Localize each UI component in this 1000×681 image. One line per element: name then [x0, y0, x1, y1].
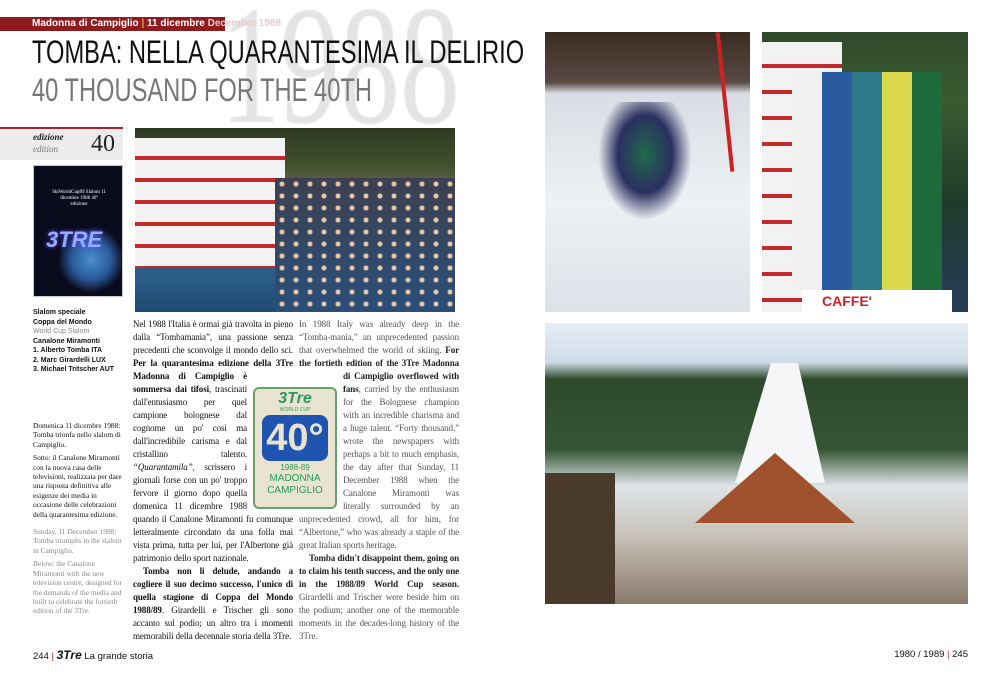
- tomba-slalom-photo: [545, 32, 750, 312]
- brand-logo: 3Tre: [56, 648, 82, 662]
- separator: |: [51, 651, 54, 662]
- page-title: TOMBA: NELLA QUARANTESIMA IL DELIRIO: [32, 34, 525, 70]
- badge-number: 40°: [262, 415, 328, 461]
- crowd: [275, 178, 455, 312]
- caption-it-1: Domenica 11 dicembre 1988: Tomba trionfa nello slalom di Campiglio.: [33, 421, 121, 449]
- canalone-miramonti-photo: [545, 323, 968, 604]
- footer-right: [894, 648, 968, 662]
- date-en: December 1988: [207, 18, 282, 29]
- text-bold: Tomba non li delude, andando a cogliere il suo decimo successo, l'unico di quella stagione di Coppa del Mondo 1988/89: [133, 566, 293, 615]
- footer-left: [33, 648, 153, 664]
- book-title: La grande storia: [84, 651, 154, 662]
- race-title-it: Slalom speciale: [33, 309, 86, 316]
- text-bold: Per la quarantesima edizione della 3Tre Madonna di Campiglio è sommersa dai tifosi: [133, 358, 293, 394]
- text: , carried by the enthusiasm for the Bolognese champion with an incredible charisma and a huge talent. “Forty thousand,” wrote the newspapers with perhaps a bit to much emphasis, the day after that Sunday, 11 December 1988 when the Canalone Miramonti was literally surrounded by an unprecedented crowd, all for him, for “Albertone,” who was already a staple of the great Italian sports heritage.: [299, 384, 459, 550]
- race-results: [33, 308, 133, 375]
- podium-crowd-photo: [135, 128, 455, 312]
- poster-logo: 3TRE: [46, 227, 103, 252]
- tv-centre-building: [695, 453, 855, 523]
- gate-pole: [716, 32, 735, 172]
- edition-label-it: edizione: [33, 132, 64, 142]
- page-number-right: 245: [952, 649, 968, 660]
- sponsor-sign: CAFFE': [802, 290, 952, 312]
- separator: |: [141, 18, 145, 29]
- date-it: 11 dicembre: [147, 18, 205, 29]
- text: , trascinati dall'entusiasmo per quel campione bolognese dal cognome un po' così ma dall'incredibile carisma e dal cristallino talento.: [133, 384, 247, 459]
- page-subtitle: 40 THOUSAND FOR THE 40TH: [32, 72, 372, 108]
- text-bold: For the fortieth edition of the 3Tre Madonna di Campiglio overflowed with fans: [299, 345, 459, 394]
- caption-en: [33, 527, 127, 616]
- podium-athletes: [792, 72, 942, 290]
- badge-years: 1988-89: [280, 463, 310, 472]
- commemorative-badge-image: [253, 387, 337, 509]
- section-bar: [0, 17, 282, 31]
- chapter-title: 1980 / 1989: [894, 649, 945, 660]
- podium-3: 3. Michael Tritscher AUT: [33, 366, 115, 373]
- podium-photo: [762, 32, 968, 312]
- poster-text: SkiWorldCup89 Slalom 11 dicembre 1988 40ª edizione: [52, 190, 106, 207]
- edition-number: 40: [91, 131, 115, 157]
- race-title-en: World Cup Slalom: [33, 328, 90, 335]
- text: In 1988 Italy was already deep in the “Tomba-mania,” an unprecedented passion that overwhelmed the world of skiing.: [299, 319, 459, 355]
- place-label: Madonna di Campiglio: [32, 18, 139, 29]
- text: , scrissero i giornali forse con un po' troppo fervore il giorno dopo quella domenica 11 dicembre 1988 quando il Canalone Miramonti fu comunque letteralmente circondato da una folla mai vista prima, tutta per lui, per l'Albertone già patrimonio dello sport nazionale.: [133, 462, 293, 563]
- badge-line2: CAMPIGLIO: [267, 485, 323, 496]
- text-quote: “Quarantamila”: [133, 462, 193, 472]
- caption-en-2: Below: the Canalone Miramonti with the new television centre, designed for the demands of the media and built to celebrate the fortieth edition of the 3Tre.: [33, 559, 123, 616]
- badge-line1: MADONNA: [269, 473, 321, 484]
- sponsor-banner: [135, 138, 285, 268]
- page-number-left: 244: [33, 651, 49, 662]
- podium-2: 2. Marc Girardelli LUX: [33, 356, 106, 364]
- badge-sub: WORLD CUP: [279, 407, 311, 413]
- separator: |: [947, 649, 950, 660]
- caption-en-1: Sunday, 11 December 1988: Tomba triumphs in the slalom in Campiglio.: [33, 527, 122, 555]
- podium-1: 1. Alberto Tomba ITA: [33, 347, 103, 354]
- chalet: [545, 473, 615, 604]
- edition-label-en: edition: [33, 144, 58, 154]
- caption-it: [33, 421, 127, 519]
- text: Nel 1988 l'Italia è ormai già travolta in pieno dalla “Tombamania”, una passione senza precedenti che sconvolge il mondo dello sci.: [133, 319, 293, 355]
- caption-it-2: Sotto: il Canalone Miramonti con la nuova casa delle televisioni, realizzata per dare una risposta definitiva alle esigenze dei media in occasione delle celebrazioni della quarantesima edizione.: [33, 453, 122, 519]
- race-cup-it: Coppa del Mondo: [33, 318, 92, 326]
- captions: [33, 421, 127, 620]
- text-bold: Tomba didn't disappoint them, going on to claim his tenth success, and the only one in the 1988/89 World Cup season.: [299, 553, 459, 589]
- event-poster-image: [33, 165, 123, 297]
- skier: [590, 102, 700, 232]
- text: . Girardelli e Trischer gli sono accanto sul podio; un altro tra i momenti memorabili della decennale storia della 3Tre.: [133, 605, 293, 641]
- badge-logo: 3Tre: [278, 390, 312, 407]
- text: Girardelli and Trischer were beside him on the podium; another one of the memorable moments in the decades-long history of the 3Tre.: [299, 592, 459, 641]
- race-venue: Canalone Miramonti: [33, 337, 100, 345]
- edition-box: [0, 127, 123, 160]
